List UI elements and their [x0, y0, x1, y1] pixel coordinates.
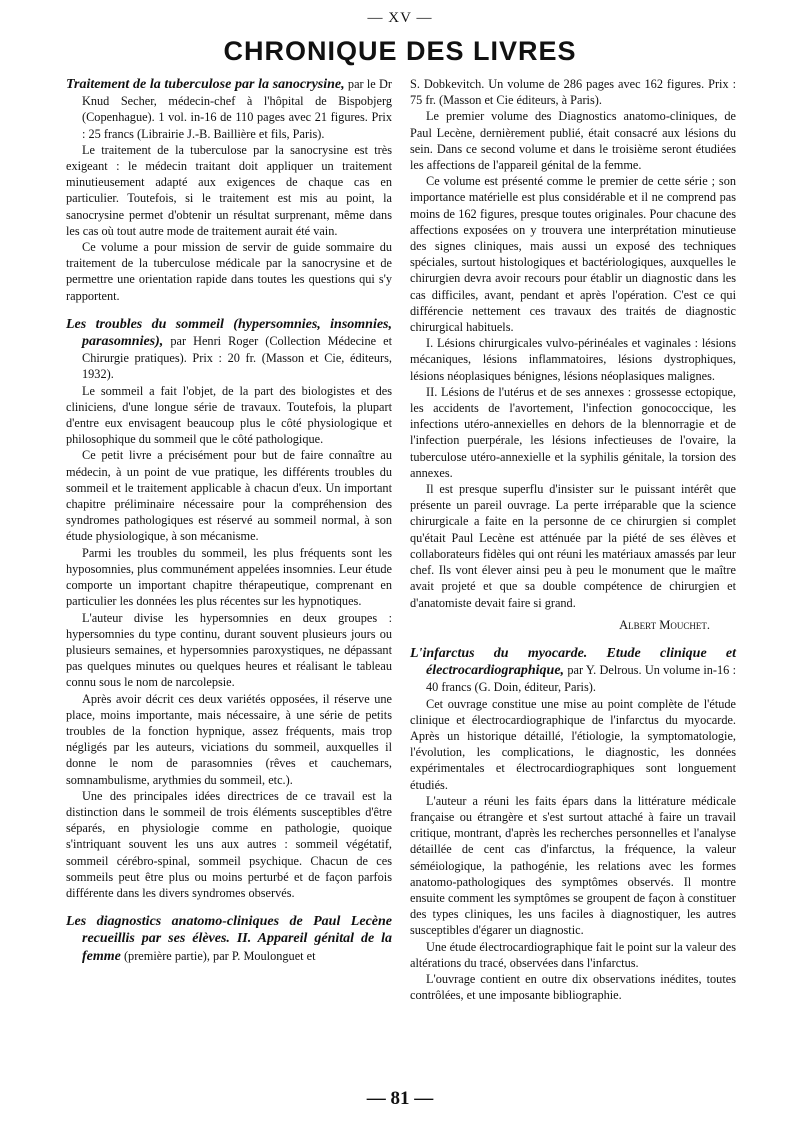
review-2-heading [66, 316, 392, 383]
review-3-heading [66, 913, 392, 965]
review-4-heading [410, 645, 736, 696]
page-number: — 81 — [366, 1088, 434, 1109]
review-3-paragraph: Il est presque superflu d'insister sur le puissant intérêt que présente un pareil ouvrage. La perte irréparable que la science chirurgicale a faite en la personne de ce chirurgien si complet qu'était Paul Lecène est atténuée par la piété de ses élèves et collaborateurs fidèles qui ont réuni les matériaux amassés par leur chef. Ils vont élever ainsi peu à peu le monument que le maître avait projeté et que sa double compétence de chirurgien et d'anatomiste devait faire si grand. [410, 482, 736, 610]
review-3-paragraph: Le premier volume des Diagnostics anatomo-cliniques, de Paul Lecène, dernièrement publié, était consacré aux lésions du sein. Dans ce second volume et dans le troisième seront étudiées les affections de l'appareil génital de la femme. [410, 109, 736, 173]
review-4-paragraph: Cet ouvrage constitue une mise au point complète de l'étude clinique et électrocardiographique de l'infarctus du myocarde. Après un historique détaillé, l'étiologie, la symptomatologie, l'évolution, les complications, le diagnostic, les données expérimentales et électrocardiographiques sont longuement étudiés. [410, 696, 736, 792]
review-2-paragraph: Après avoir décrit ces deux variétés opposées, il réserve une place, moins importante, mais nécessaire, à une série de petits troubles de la fonction hypnique, assez fréquents, mais trop négligés par les auteurs, viciations du sommeil, auxquelles il donne le nom de parasomnies (rêves et cauchemars, somnambulisme, arythmies du sommeil, etc.). [66, 691, 392, 787]
review-2-paragraph: Parmi les troubles du sommeil, les plus fréquents sont les hyposomnies, plus communément appelées insomnies. Leur étude comporte un important chapitre thérapeutique, comprenant en particulier les données les plus récentes sur les hypnotiques. [66, 545, 392, 609]
review-2-meta: par Henri Roger (Collection Médecine et Chirurgie pratiques). Prix : 20 fr. (Masson et Cie, éditeurs, 1932). [82, 334, 392, 382]
section-roman-numeral: — XV — [367, 10, 433, 26]
reviewer-signature: Albert Mouchet. [619, 617, 710, 632]
review-3-title: Les diagnostics anatomo-cliniques de Paul Lecène recueillis par ses élèves. II. Appareil génital de la femme [66, 914, 392, 964]
review-2-paragraph: L'auteur divise les hypersomnies en deux groupes : hypersomnies du type continu, durant souvent plusieurs jours ou plusieurs semaines, et hypersomnies paroxystiques, ne dépassant pas quelques minutes ou quelques heures et réalisant le tableau connu sous le nom de narcolepsie. [66, 610, 392, 690]
review-2-title: Les troubles du sommeil (hypersomnies, insomnies, parasomnies), [66, 316, 392, 350]
review-2-paragraph: Le sommeil a fait l'objet, de la part des biologistes et des cliniciens, d'une longue série de travaux. Toutefois, la plupart d'entre eux envisagent beaucoup plus le côté physiologique et philosophique du sommeil que le côté pathologique. [66, 383, 392, 447]
review-1-paragraph: Ce volume a pour mission de servir de guide sommaire du traitement de la tuberculose médicale par la sanocrysine et de permettre une orientation rapide dans toutes les questions qui s'y rapportent. [66, 240, 392, 303]
right-column [410, 76, 736, 1003]
review-4-paragraph: Une étude électrocardiographique fait le point sur la valeur des altérations du tracé, observées dans l'infarctus. [410, 939, 736, 970]
left-column [66, 76, 392, 965]
review-3-paragraph: I. Lésions chirurgicales vulvo-périnéales et vaginales : lésions mécaniques, lésions inflammatoires, lésions dystrophiques, lésions néoplasiques bénignes, lésions néoplasiques malignes. [410, 336, 736, 383]
review-3-meta-continued: S. Dobkevitch. Un volume de 286 pages avec 162 figures. Prix : 75 fr. (Masson et Cie éditeurs, à Paris). [410, 77, 736, 108]
review-3-paragraph: Ce volume est présenté comme le premier de cette série ; son importance matérielle est plus considérable et il ne comprend pas moins de 162 figures, presque toutes originales. Pour chacune des affections exposées on y trouvera une interprétation minutieuse des signes cliniques, mais aussi un exposé des techniques spéciales, surtout histologiques et bactériologiques, auxquelles le chirurgien devra avoir recours pour établir un diagnostic dans les cas difficiles, avant, pendant et après l'opération. C'est ce qui différencie nettement ces travaux des traités de diagnostic chirurgical habituels. [410, 174, 736, 335]
page-title: CHRONIQUE DES LIVRES [223, 36, 577, 66]
review-4-paragraph: L'ouvrage contient en outre dix observations inédites, toutes contrôlées, et une imposante bibliographie. [410, 971, 736, 1003]
review-2-paragraph: Une des principales idées directrices de ce travail est la distinction dans le sommeil de trois éléments susceptibles d'être séparés, en physiologie comme en pathologie, quoique s'intriquant souvent les uns aux autres : sommeil végétatif, sommeil cérébro-spinal, sommeil psychique. Chacun de ces sommeils peut être plus ou moins perturbé et de façon parfois différente dans les divers syndromes observés. [66, 788, 392, 900]
review-1-heading [66, 76, 392, 142]
review-1-paragraph: Le traitement de la tuberculose par la sanocrysine est très exigeant : le médecin traitant doit appliquer un traitement minutieusement adapté aux exigences de chaque cas en particulier. Toutefois, si le traitement est mis au point, la sanocrysine permet d'obtenir un résultat surprenant, même dans les cas où tout autre mode de traitement aurait été vain. [66, 142, 392, 238]
review-3-paragraph: II. Lésions de l'utérus et de ses annexes : grossesse ectopique, les accidents de l'avortement, l'infection gonococcique, les infections utéro-annexielles en dehors de la blennorragie et de l'infection puerpérale, les lésions infectieuses de l'ovaire, la tuberculose utéro-annexielle et la syphilis génitale, la torsion des annexes. [410, 384, 736, 480]
review-4-paragraph: L'auteur a réuni les faits épars dans la littérature médicale française ou étrangère et s'est surtout attaché à faire un travail critique, montrant, d'après les recherches personnelles et l'analyse détaillée de cent cas d'infarctus, la fréquence, la valeur séméiologique, la pathogénie, les relations avec les formes anatomo-pathologiques des symptômes observés. Il montre ensuite comment les symptômes se groupent de façon à constituer des types cliniques, les uns faciles à diagnostiquer, les autres susceptibles d'égarer un diagnostic. [410, 793, 736, 938]
review-2-paragraph: Ce petit livre a précisément pour but de faire connaître au médecin, à un point de vue pratique, les différents troubles du sommeil et le traitement applicable à chacun d'eux. Un important chapitre préliminaire nécessaire pour la compréhension des syndromes pathologiques est réservé au sommeil normal, à son étude physiologique, à son mécanisme. [66, 448, 392, 544]
review-4-title: L'infarctus du myocarde. Etude clinique et électrocardiographique, [410, 645, 736, 679]
review-1-title: Traitement de la tuberculose par la sanocrysine, [66, 77, 345, 92]
review-4-meta: par Y. Delrous. Un volume in-16 : 40 francs (G. Doin, éditeur, Paris). [426, 663, 736, 695]
review-3-meta: (première partie), par P. Moulonguet et [123, 948, 316, 963]
review-1-meta: par le Dr Knud Secher, médecin-chef à l'hôpital de Bispobjerg (Copenhague). 1 vol. in-16 de 110 pages avec 21 figures. Prix : 25 francs (Librairie J.-B. Baillière et fils, Paris). [82, 77, 392, 141]
